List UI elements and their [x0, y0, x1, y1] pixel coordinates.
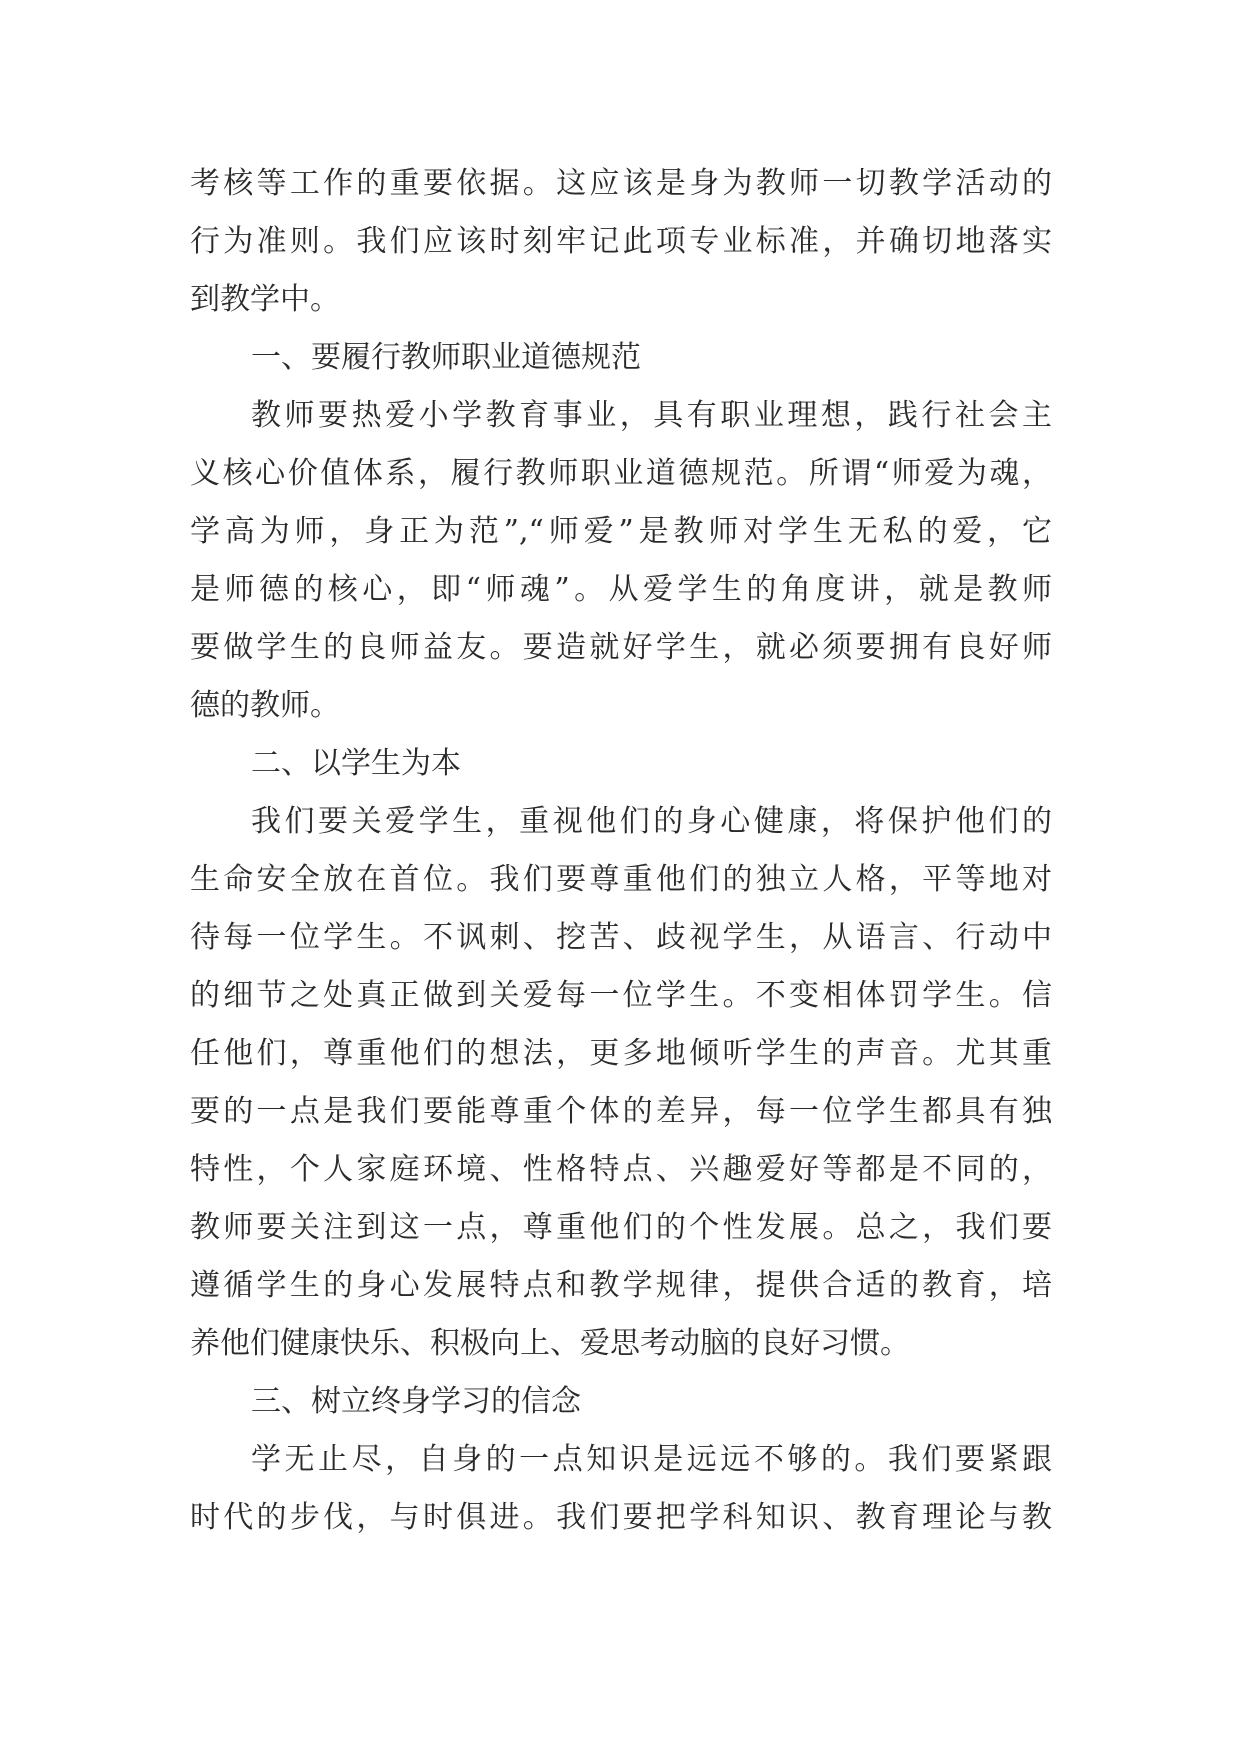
text-line: 是师德的核心，即“师魂”。从爱学生的角度讲，就是教师	[190, 572, 1052, 607]
text-line: 待每一位学生。不讽刺、挖苦、歧视学生，从语言、行动中	[190, 920, 1052, 955]
text-line: 德的教师。	[190, 688, 340, 723]
section-heading: 一、要履行教师职业道德规范	[251, 340, 641, 375]
text-line: 养他们健康快乐、积极向上、爱思考动脑的良好习惯。	[190, 1326, 910, 1361]
text-line: 特性，个人家庭环境、性格特点、兴趣爱好等都是不同的，	[190, 1152, 1052, 1187]
text-line: 教师要热爱小学教育事业，具有职业理想，践行社会主	[251, 398, 1052, 433]
text-line: 行为准则。我们应该时刻牢记此项专业标准，并确切地落实	[190, 224, 1052, 259]
text-line: 义核心价值体系，履行教师职业道德规范。所谓“师爱为魂，	[190, 456, 1052, 491]
text-line: 任他们，尊重他们的想法，更多地倾听学生的声音。尤其重	[190, 1036, 1052, 1071]
section-heading: 二、以学生为本	[251, 746, 461, 781]
text-line: 的细节之处真正做到关爱每一位学生。不变相体罚学生。信	[190, 978, 1052, 1013]
text-line: 时代的步伐，与时俱进。我们要把学科知识、教育理论与教	[190, 1500, 1052, 1535]
text-line: 考核等工作的重要依据。这应该是身为教师一切教学活动的	[190, 166, 1052, 201]
text-line: 生命安全放在首位。我们要尊重他们的独立人格，平等地对	[190, 862, 1052, 897]
text-line: 教师要关注到这一点，尊重他们的个性发展。总之，我们要	[190, 1210, 1052, 1245]
text-line: 我们要关爱学生，重视他们的身心健康，将保护他们的	[251, 804, 1052, 839]
text-line: 到教学中。	[190, 282, 340, 317]
text-line: 学无止尽，自身的一点知识是远远不够的。我们要紧跟	[251, 1442, 1052, 1477]
section-heading: 三、树立终身学习的信念	[251, 1384, 581, 1419]
text-line: 遵循学生的身心发展特点和教学规律，提供合适的教育，培	[190, 1268, 1052, 1303]
text-line: 学高为师，身正为范”,“师爱”是教师对学生无私的爱，它	[190, 514, 1052, 549]
text-line: 要的一点是我们要能尊重个体的差异，每一位学生都具有独	[190, 1094, 1052, 1129]
text-line: 要做学生的良师益友。要造就好学生，就必须要拥有良好师	[190, 630, 1052, 665]
